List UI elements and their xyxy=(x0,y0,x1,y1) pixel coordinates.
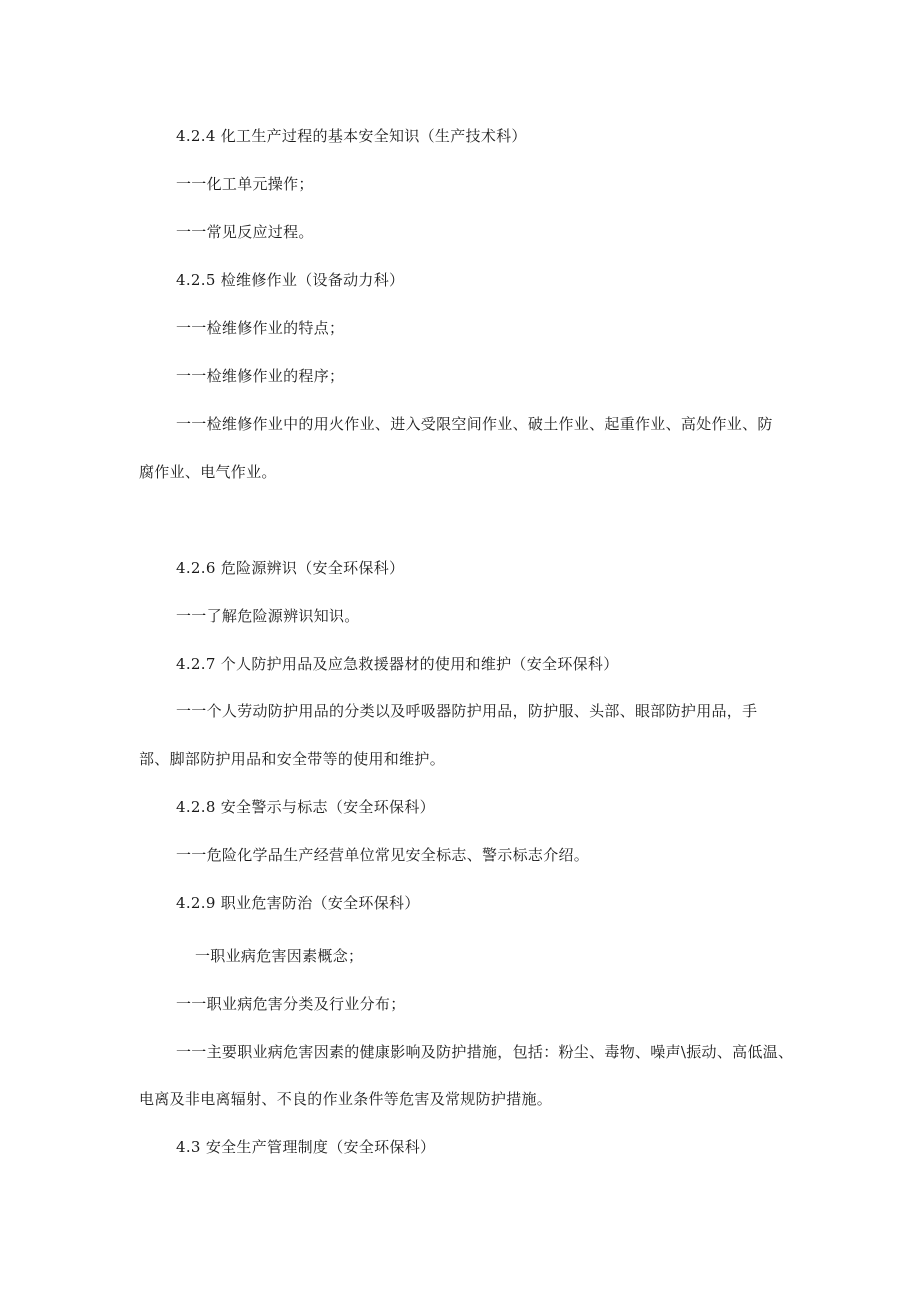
list-item: 一职业病危害因素概念； xyxy=(195,947,364,965)
list-item: 一一职业病危害分类及行业分布； xyxy=(176,995,406,1013)
section-heading-4-2-4: 4.2.4 化工生产过程的基本安全知识（生产技术科） xyxy=(176,127,527,145)
list-item: 一一检维修作业的程序； xyxy=(176,367,345,385)
list-item: 一一主要职业病危害因素的健康影响及防护措施，包括：粉尘、毒物、噪声\振动、高低温、 xyxy=(176,1043,794,1061)
list-item: 一一检维修作业中的用火作业、进入受限空间作业、破土作业、起重作业、高处作业、防 xyxy=(176,415,773,433)
list-item-continuation: 部、脚部防护用品和安全带等的使用和维护。 xyxy=(139,750,446,768)
section-heading-4-2-6: 4.2.6 危险源辨识（安全环保科） xyxy=(176,559,405,577)
section-heading-4-2-7: 4.2.7 个人防护用品及应急救援器材的使用和维护（安全环保科） xyxy=(176,655,619,673)
list-item: 一一了解危险源辨识知识。 xyxy=(176,607,360,625)
section-heading-4-2-5: 4.2.5 检维修作业（设备动力科） xyxy=(176,271,405,289)
list-item-continuation: 电离及非电离辐射、不良的作业条件等危害及常规防护措施。 xyxy=(139,1090,553,1108)
list-item: 一一个人劳动防护用品的分类以及呼吸器防护用品，防护服、头部、眼部防护用品，手 xyxy=(176,702,758,720)
section-heading-4-2-9: 4.2.9 职业危害防治（安全环保科） xyxy=(176,894,420,912)
list-item: 一一危险化学品生产经营单位常见安全标志、警示标志介绍。 xyxy=(176,846,590,864)
section-heading-4-2-8: 4.2.8 安全警示与标志（安全环保科） xyxy=(176,798,435,816)
list-item-continuation: 腐作业、电气作业。 xyxy=(139,463,277,481)
list-item: 一一化工单元操作； xyxy=(176,175,314,193)
list-item: 一一检维修作业的特点； xyxy=(176,319,345,337)
list-item: 一一常见反应过程。 xyxy=(176,223,314,241)
section-heading-4-3: 4.3 安全生产管理制度（安全环保科） xyxy=(176,1138,436,1156)
